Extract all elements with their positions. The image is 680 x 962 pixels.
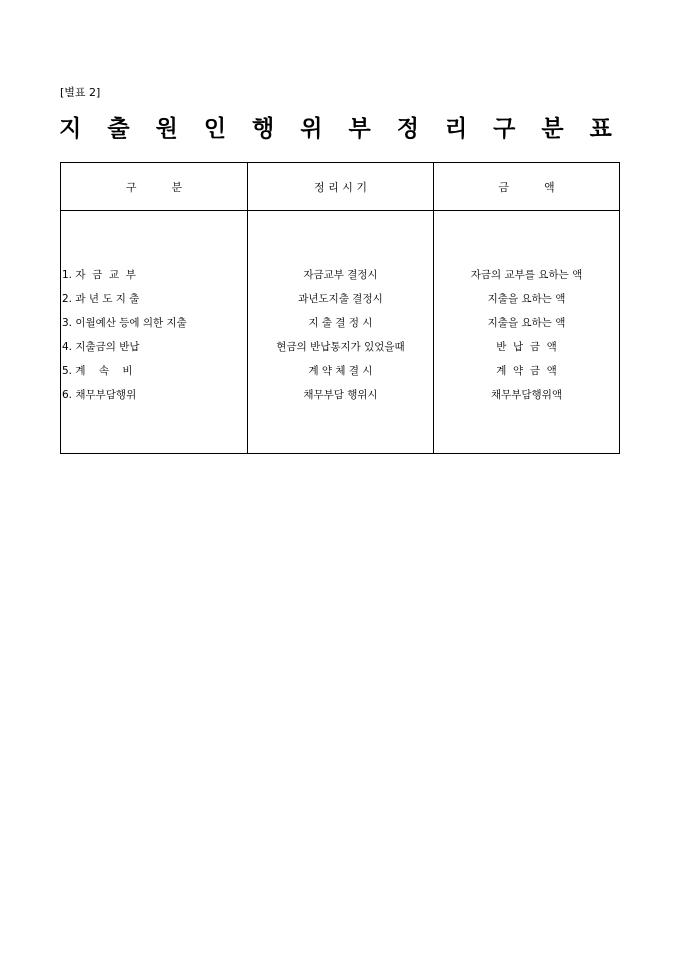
table-body-row [61,211,620,454]
classification-table [60,162,620,454]
category-item: 6. 채무부담행위 [62,389,137,401]
timing-item: 자금교부 결정시 [303,269,378,281]
amount-column [434,211,620,454]
amount-item: 채무부담행위액 [490,389,562,401]
timing-item: 채무부담 행위시 [303,389,378,401]
amount-item: 지출을 요하는 액 [487,293,566,305]
header-amount: 금 액 [434,163,620,211]
category-column [61,211,248,454]
category-item: 5. 계 속 비 [62,365,133,377]
header-category: 구 분 [61,163,248,211]
amount-item: 계 약 금 액 [496,365,557,377]
table-header-row [61,163,620,211]
appendix-label: [별표 2] [60,86,101,99]
category-item: 1. 자 금 교 부 [62,269,136,281]
amount-item: 반 납 금 액 [496,341,557,353]
timing-item: 계 약 체 결 시 [308,365,373,377]
amount-item: 자금의 교부를 요하는 액 [470,269,583,281]
category-item: 3. 이월예산 등에 의한 지출 [62,317,187,329]
amount-item: 지출을 요하는 액 [487,317,566,329]
header-timing: 정 리 시 기 [248,163,434,211]
timing-item: 지 출 결 정 시 [308,317,373,329]
timing-item: 현금의 반납통지가 있었을때 [276,341,405,353]
category-item: 4. 지출금의 반납 [62,341,140,353]
timing-column [248,211,434,454]
document-title: 지 출 원 인 행 위 부 정 리 구 분 표 [59,115,621,142]
category-item: 2. 과 년 도 지 출 [62,293,140,305]
timing-item: 과년도지출 결정시 [298,293,383,305]
